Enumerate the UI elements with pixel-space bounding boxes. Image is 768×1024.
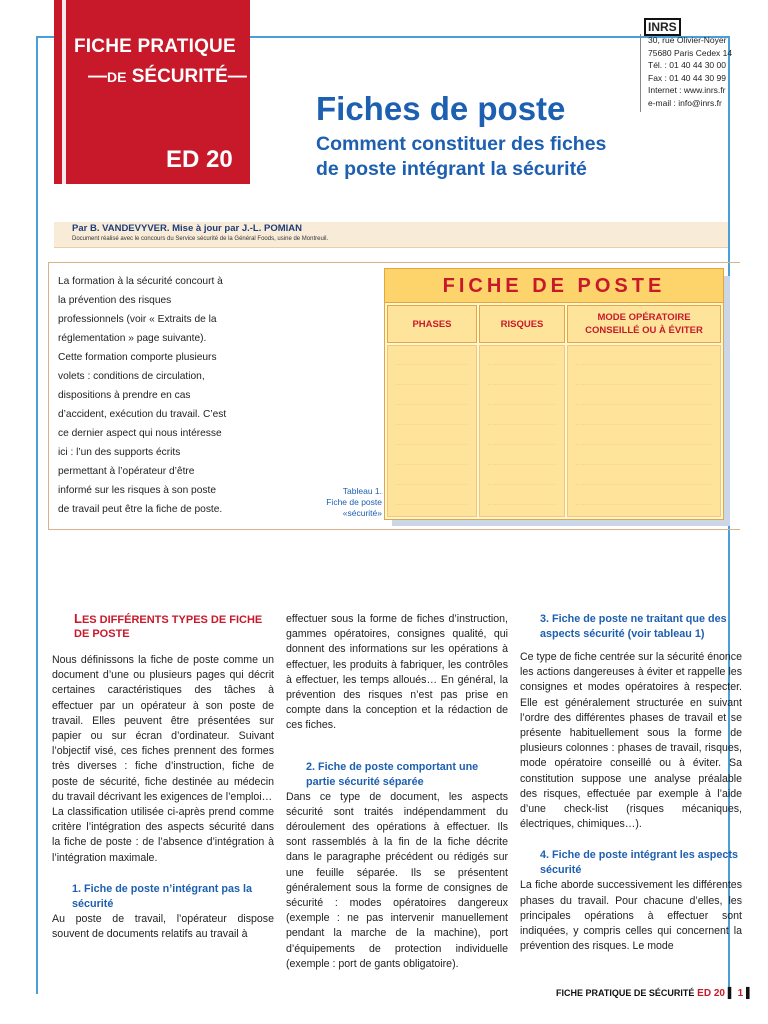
page-number: 1 xyxy=(737,988,744,999)
inrs-logo: INRS xyxy=(644,18,681,36)
text-column-3 xyxy=(520,612,742,954)
paragraph: Nous définissons la fiche de poste comme un document d’une ou plusieurs pages qui décrit certaines caractéristiques des tâches à effectuer par un opérateur à son poste de travail. Elles peuvent être présentées sur papier ou sur écran d’ordinateur. Suivant l’objectif visé, ces fiches prennent des formes très diverses : fiche d’instruction, fiche de poste de sécurité, fiche destinée au médecin du travail décrivant les exigences de l’emploi… xyxy=(52,654,274,803)
series-banner xyxy=(54,0,250,184)
frame-left-border xyxy=(36,36,38,994)
paragraph: Au poste de travail, l’opérateur dispose souvent de documents relatifs au travail à xyxy=(52,912,274,941)
paragraph: La fiche aborde successivement les différentes phases du travail. Pour chacune d’elles, les principales opérations à effectuer sont indiquées, y compris celles qui concernent la prévention des risques. Le mode xyxy=(520,879,742,953)
author-note: Document réalisé avec le concours du Service sécurité de la Général Foods, usine de Montreuil. xyxy=(72,236,329,242)
subsection-heading: 3. Fiche de poste ne traitant que des aspects sécurité (voir tableau 1) xyxy=(540,613,727,640)
column-header-mode-operatoire: MODE OPÉRATOIRE CONSEILLÉ OU À ÉVITER xyxy=(567,305,721,343)
banner-stripe xyxy=(62,0,66,184)
address-line: 75680 Paris Cedex 14 xyxy=(648,47,733,58)
subsection-heading: 1. Fiche de poste n’intégrant pas la sécurité xyxy=(72,882,252,910)
subsection-heading: 2. Fiche de poste comportant une partie sécurité séparée xyxy=(306,760,479,788)
page-title: Fiches de poste xyxy=(316,90,566,127)
page-subtitle: Comment constituer des fiches de poste intégrant la sécurité xyxy=(316,133,607,180)
paragraph: Dans ce type de document, les aspects sécurité sont traités indépendamment du déroulement des opérations à effectuer. Ils sont rassemblés à la fin de la fiche décrite dans le paragraphe précédent ou rédigés sur une feuille séparée. Ils se présentent généralement sous la forme de consignes de sécurité : modes opératoires dangereux (exemple : ne pas intervenir manuellement pendant la marche de la machine), port d’équipements de protection individuelle (exemple : port de gants obligatoire). xyxy=(286,790,508,970)
paragraph: Ce type de fiche centrée sur la sécurité énonce les actions dangereuses à éviter et rappelle les consignes et modes opératoires à respecter. Elle est généralement structurée en suivant l’ordre des différentes phases de travail et se présente habituellement sous la forme de plusieurs colonnes : phases de travail, risques, mode opératoire conseillé ou à éviter. Sa constitution suppose une analyse préalable des risques, effectuée par exemple à l’aide d’une check-list (risques mécaniques, électriques, chimiques…). xyxy=(520,651,742,831)
table-caption: Tableau 1. Fiche de poste «sécurité» xyxy=(326,486,382,518)
page-footer: FICHE PRATIQUE DE SÉCURITÉ ED 20 ▌ 1 ▌ xyxy=(556,988,754,999)
intro-text xyxy=(58,272,230,519)
address-line: Tél. : 01 40 44 30 00 xyxy=(648,60,726,70)
column-header-phases: PHASES xyxy=(387,305,477,343)
address-line: e-mail : info@inrs.fr xyxy=(648,97,722,108)
column-body-phases xyxy=(387,345,477,517)
text-column-2 xyxy=(286,612,508,972)
intro-paragraph: Cette formation comporte plusieurs volets : conditions de circulation, dispositions à prendre en cas d’accident, exécution du travail. C’est ce dernier aspect qui nous intéresse ici : l’un des supports écrits permettant à l’opérateur d’être informé sur les risques à son poste de travail peut être la fiche de poste. xyxy=(58,352,227,515)
inrs-address xyxy=(640,34,734,112)
section-heading: LES DIFFÉRENTS TYPES DE FICHE DE POSTE xyxy=(74,611,263,640)
banner-series-subtitle: —DE SÉCURITÉ— xyxy=(88,66,247,87)
column-body-mode-operatoire xyxy=(567,345,721,517)
paragraph: effectuer sous la forme de fiches d’instruction, gammes opératoires, consignes qualité, qui donnent des informations sur les opérations à effectuer, les produits à fabriquer, les contrôles à effectuer, les temps alloués… En général, la prévention des risques n’est pas prise en compte dans la conception et la rédaction de ces fiches. xyxy=(286,613,508,732)
address-line: 30, rue Olivier-Noyer xyxy=(648,35,727,45)
address-line: Internet : www.inrs.fr xyxy=(648,85,726,95)
banner-reference: ED 20 xyxy=(166,146,233,173)
subsection-heading: 4. Fiche de poste intégrant les aspects sécurité xyxy=(540,849,739,877)
paragraph: La classification utilisée ci-après prend comme critère l’intégration des aspects sécurité dans la fiche de poste : de l’absence d’intégration à l’intégration maximale. xyxy=(52,806,274,864)
column-body-risques xyxy=(479,345,565,517)
banner-series-title: FICHE PRATIQUE xyxy=(74,36,236,57)
author-line: Par B. VANDEVYVER. Mise à jour par J.-L. POMIAN xyxy=(72,223,302,234)
footer-reference: ED 20 xyxy=(697,988,725,999)
address-line: Fax : 01 40 44 30 99 xyxy=(648,72,726,83)
fiche-de-poste-table xyxy=(384,268,724,520)
author-band xyxy=(54,222,728,248)
text-column-1 xyxy=(52,612,274,942)
column-header-risques: RISQUES xyxy=(479,305,565,343)
fiche-title: FICHE DE POSTE xyxy=(385,269,723,303)
intro-paragraph: La formation à la sécurité concourt à la prévention des risques professionnels (voir « Extraits de la réglementation » page suivante). xyxy=(58,276,223,344)
